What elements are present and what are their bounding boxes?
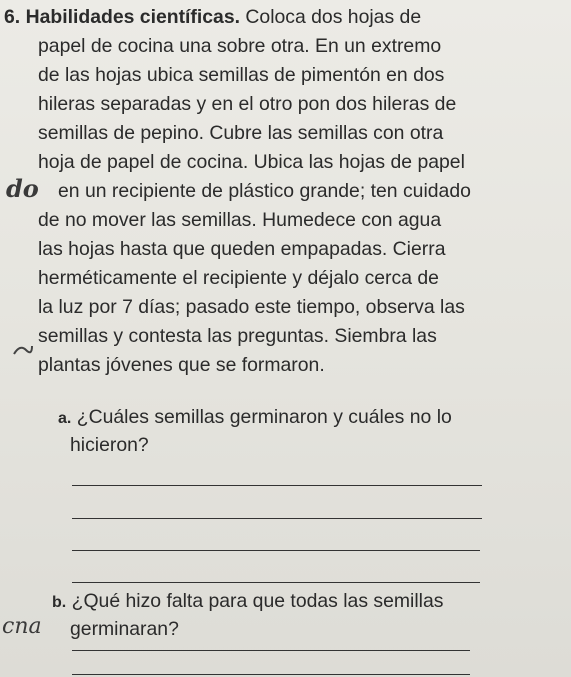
question-a-text: ¿Cuáles semillas germinaron y cuáles no lo: [76, 406, 452, 428]
exercise-heading: [4, 8, 421, 27]
exercise-line: las hojas hasta que queden empapadas. Cierra: [38, 238, 446, 260]
answer-line[interactable]: [72, 485, 482, 486]
question-a-marker: a.: [58, 410, 72, 427]
exercise-line: semillas de pepino. Cubre las semillas con otra: [38, 122, 444, 144]
handwriting-mark: cna: [2, 614, 42, 639]
answer-line[interactable]: [72, 582, 480, 583]
question-a-label: [58, 408, 452, 427]
handwriting-mark: do: [6, 174, 39, 203]
answer-line[interactable]: [72, 518, 482, 519]
exercise-title: Habilidades científicas.: [25, 6, 241, 28]
question-b-label: [52, 592, 443, 611]
question-b-text: ¿Qué hizo falta para que todas las semillas: [71, 590, 444, 612]
handwriting-stroke: [12, 342, 34, 360]
exercise-number: 6.: [4, 6, 21, 28]
exercise-line: en un recipiente de plástico grande; ten cuidado: [58, 180, 471, 202]
answer-line[interactable]: [72, 650, 470, 651]
question-a-text: hicieron?: [70, 434, 149, 456]
exercise-line: herméticamente el recipiente y déjalo cerca de: [38, 267, 439, 289]
exercise-line: hoja de papel de cocina. Ubica las hojas de papel: [38, 151, 465, 173]
question-b-marker: b.: [52, 594, 67, 611]
exercise-line: la luz por 7 días; pasado este tiempo, observa las: [38, 296, 465, 318]
exercise-line: de no mover las semillas. Humedece con agua: [38, 209, 442, 231]
exercise-line: papel de cocina una sobre otra. En un extremo: [38, 35, 442, 57]
exercise-line: plantas jóvenes que se formaron.: [38, 354, 325, 376]
answer-line[interactable]: [72, 674, 470, 675]
exercise-line: hileras separadas y en el otro pon dos hileras de: [38, 93, 457, 115]
exercise-line: semillas y contesta las preguntas. Siembra las: [38, 325, 437, 347]
exercise-line: de las hojas ubica semillas de pimentón en dos: [38, 64, 445, 86]
answer-line[interactable]: [72, 550, 480, 551]
question-b-text: germinaran?: [70, 618, 179, 640]
exercise-line: Coloca dos hojas de: [240, 6, 422, 28]
